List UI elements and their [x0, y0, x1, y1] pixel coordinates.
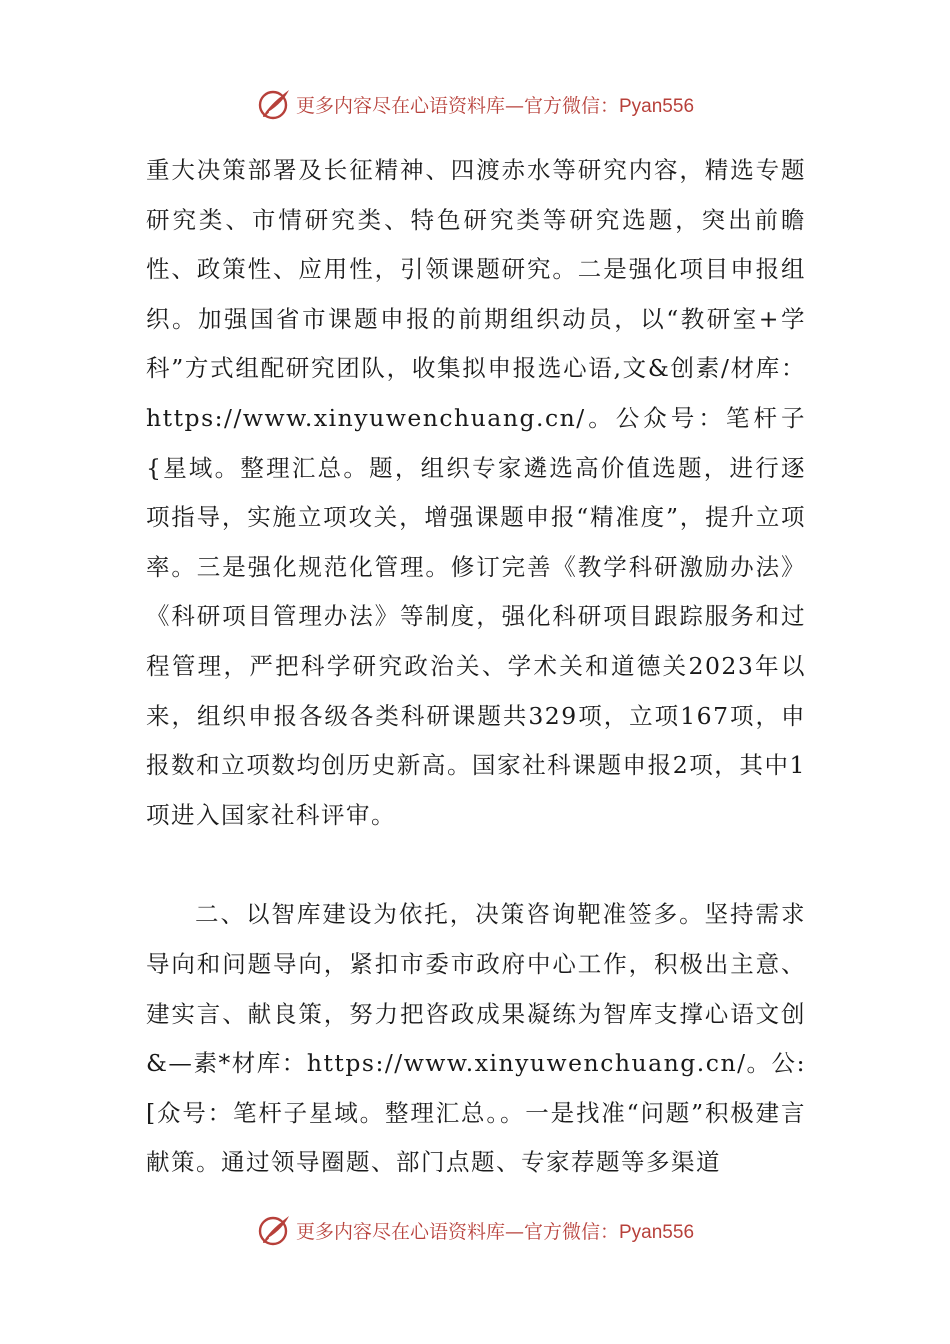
footer-brand-text: 更多内容尽在心语资料库—官方微信：Pyan556 — [295, 1220, 695, 1243]
header-banner — [0, 84, 950, 124]
header-brand-text: 更多内容尽在心语资料库—官方微信：Pyan556 — [295, 94, 695, 117]
document-body — [146, 146, 806, 1188]
paragraph-2: 二、以智库建设为依托，决策咨询靶准签多。坚持需求导向和问题导向，紧扣市委市政府中心工作，积极出主意、建实言、献良策，努力把咨政成果凝练为智库支撑心语文创&—素*材库：https://www.xinyuwenchuang.cn/。公:[众号：笔杆子星域。整理汇总。。一是找准“问题”积极建言献策。通过领导圈题、部门点题、专家荐题等多渠道 — [146, 900, 806, 1177]
quill-pen-logo-icon — [256, 86, 292, 122]
paragraph-1: 重大决策部署及长征精神、四渡赤水等研究内容，精选专题研究类、市情研究类、特色研究类等研究选题，突出前瞻性、政策性、应用性，引领课题研究。二是强化项目申报组织。加强国省市课题申报的前期组织动员，以“教研室+学科”方式组配研究团队，收集拟申报选心语,文&创素/材库：https://www.xinyuwenchuang.cn/。公众号：笔杆子{星域。整理汇总。题，组织专家遴选高价值选题，进行逐项指导，实施立项攻关，增强课题申报“精准度”，提升立项率。三是强化规范化管理。修订完善《教学科研激励办法》《科研项目管理办法》等制度，强化科研项目跟踪服务和过程管理，严把科学研究政治关、学术关和道德关2023年以来，组织申报各级各类科研课题共329项，立项167项，申报数和立项数均创历史新高。国家社科课题申报2项，其中1项进入国家社科评审。 — [146, 156, 806, 829]
quill-pen-logo-icon — [256, 1212, 292, 1248]
footer-wechat-id: Pyan556 — [619, 1221, 695, 1243]
header-wechat-id: Pyan556 — [619, 95, 695, 117]
footer-banner — [0, 1210, 950, 1250]
